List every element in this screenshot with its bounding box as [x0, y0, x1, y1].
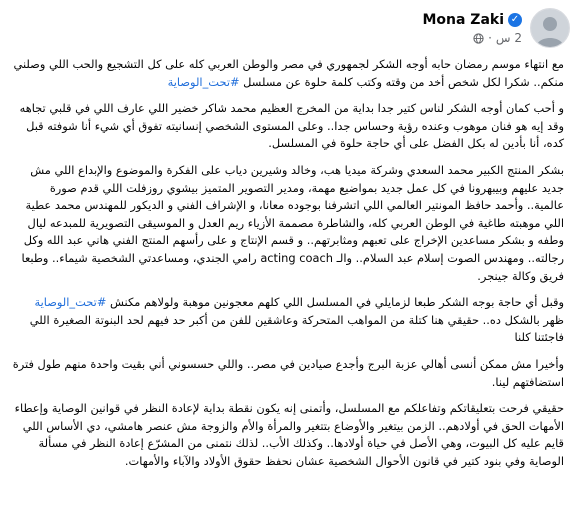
author-line — [422, 12, 522, 28]
paragraph-thanks-cast — [12, 294, 564, 347]
paragraph-text: و أحب كمان أوجه الشكر لناس كتير جدا بداية من المخرج العظيم محمد شاكر خضير اللي عارف اللي في قلبي تجاهه وقد إيه هو فنان موهوب وعنده رؤية وحساس جدا.. وعلى المستوى الشخصي إنسانيته تفوق أي شيء أنا شوفته قبل كده، أنا بأدين له بكل الفضل على أي حاجة حلوة في المسلسل. — [19, 101, 564, 151]
paragraph-thanks-audience — [12, 56, 564, 91]
post-time[interactable]: 2 س — [495, 31, 522, 45]
paragraph-text: وأخيرا مش ممكن أنسى أهالي عزبة البرج وأجدع صيادين في مصر.. واللي حسسوني أني بقيت واحدة منهم طول فترة استضافتهم لينا. — [12, 356, 564, 389]
paragraph-text: بشكر المنتج الكبير محمد السعدي وشركة ميديا هب، وخالد وشيرين دياب على الفكرة والموضوع والإبداع اللي مش جديد عليهم وبيبهرونا في كل عمل جديد بمواضيع مهمة، ومدير التصوير المتميز بيشوي روزفلت اللي قدم صورة عالمية.. وأحمد حافظ المونتير العالمي اللي اتشرفنا بوجوده معانا، و الإشراف الفني و الديكور للمهندس محمد عطية اللي موهبته طاغية في الوطن العربي كله، والشاطرة مصممة الأزياء ريم العدل و الموسيقى التصويرية للمبدعه ليال وطفه و بشكر مساعدين الإخراج على تعبهم ومثابرتهم.. و قسم الإنتاج و على رأسهم المنتج الفني هاني عبد الله وكل رجالته.. ومهندس الصوت إسلام عبد السلام.. والـ acting coach رامي الجندي، ومساعدتي الشخصية شيماء.. وطبعا فريق وكالة جينجر. — [21, 162, 564, 283]
post-header — [0, 0, 582, 50]
paragraph-text: ظهر بالشكل ده.. حقيقي هنا كتلة من المواهب المتحركة وعاشقين للفن من أكبر حد فيهم لحد البنوتة الصغيرة اللي فاجئتنا كلنا — [29, 312, 564, 345]
post-body — [12, 56, 564, 479]
verified-badge-icon: ✓ — [508, 13, 522, 27]
paragraph-thanks-crew — [12, 162, 564, 285]
meta-separator: · — [488, 31, 492, 45]
avatar[interactable] — [530, 8, 570, 48]
paragraph-text: وقبل أي حاجة بوجه الشكر طبعا لزمايلي في المسلسل اللي كلهم معجونين موهبة ولولاهم مكنش — [106, 295, 564, 310]
globe-icon — [473, 33, 484, 44]
paragraph-thanks-locals — [12, 356, 564, 391]
paragraph-text: حقيقي فرحت بتعليقاتكم وتفاعلكم مع المسلسل، وأتمنى إنه يكون نقطة بداية لإعادة النظر في قوانين الوصاية وإعطاء الأمهات الحق في أولادهم.. الزمن بيتغير والأوضاع بتتغير والمرأة والأم والزوجة مش عنصر هامشي، دي الأساس اللي قايم عليه كل البيوت، وهي الأصل في حياة أولادها.. وكذلك الأب.. لذلك نتمنى من المشرّع إعادة النظر في مسألة الوصاية وفي بنود كتير في قانون الأحوال الشخصية عشان نحفظ حقوق الأولاد والآباء والأمهات. — [14, 401, 564, 468]
hashtag-link[interactable]: #تحت_الوصاية — [167, 74, 240, 89]
paragraph-text: مع انتهاء موسم رمضان حابه أوجه الشكر لجمهوري في مصر والوطن العربي كله على كل التشجيع والحب اللي وصلني منكم.. شكرا لكل شخص أخد من وقته وكتب كلمة حلوة عن مسلسل — [13, 57, 564, 89]
post-meta — [473, 31, 522, 45]
avatar-image — [531, 9, 569, 47]
hashtag-link[interactable]: #تحت_الوصاية — [34, 295, 107, 310]
author-name[interactable]: Mona Zaki — [422, 12, 504, 28]
paragraph-closing — [12, 400, 564, 470]
paragraph-thanks-director — [12, 100, 564, 153]
